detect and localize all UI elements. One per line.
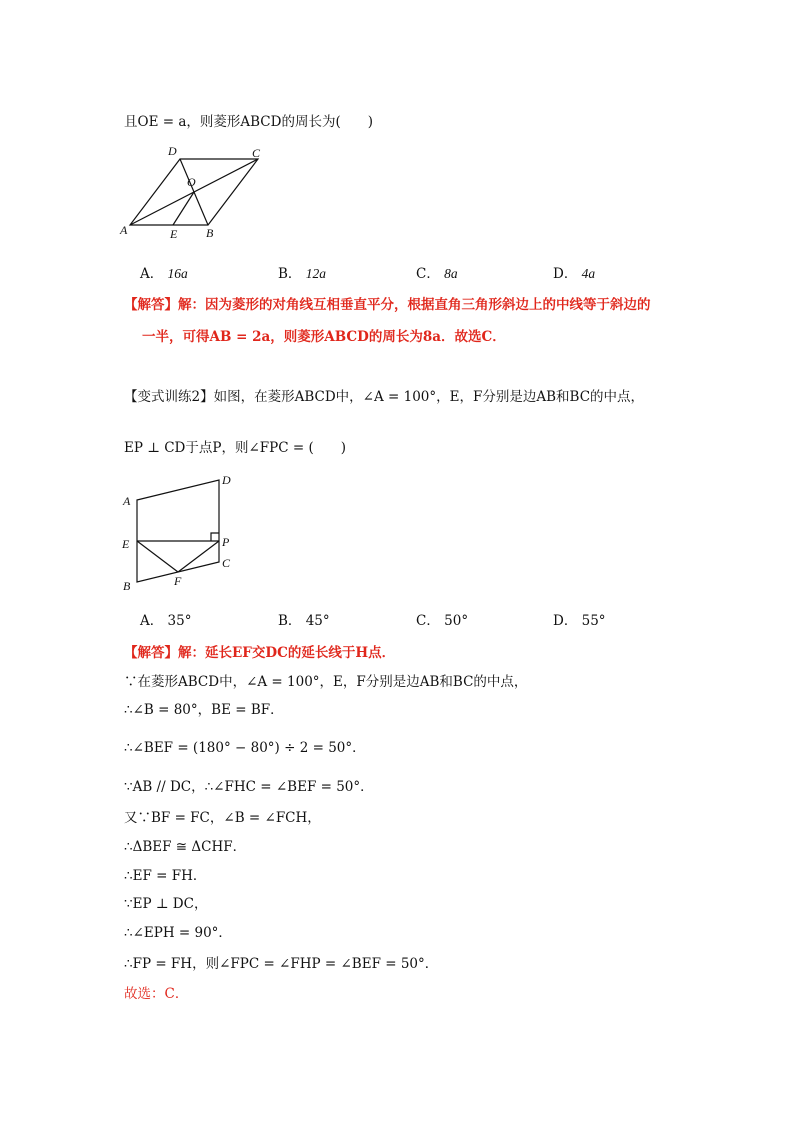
q1-option-c: C． 8a [416,266,458,282]
q1-option-d: D． 4a [553,266,596,282]
q2-solution-7: ∴EF = FH． [124,868,207,884]
rhombus-outline [137,480,219,582]
q1-stem: 且OE = a，则菱形ABCD的周长为( ) [124,114,373,130]
label-b: B [206,226,214,240]
q2-option-b: B． 45° [278,613,330,629]
q2-solution-8: ∵EP ⊥ DC， [124,896,208,912]
q2-solution-3: ∴∠BEF = (180° − 80°) ÷ 2 = 50°． [124,740,366,756]
q1-answer-line2: 一半，可得AB = 2a，则菱形ABCD的周长为8a．故选C． [142,329,506,345]
q2-option-a: A． 35° [140,613,192,629]
q2-solution-9: ∴∠EPH = 90°． [124,925,232,941]
q2-option-c: C． 50° [416,613,469,629]
segment-ef [137,541,178,572]
label-d: D [168,144,177,158]
q2-solution-10: ∴FP = FH，则∠FPC = ∠FHP = ∠BEF = 50°． [124,956,439,972]
q2-option-d: D． 55° [553,613,606,629]
label-b: B [123,579,131,593]
label-f: F [174,574,182,588]
q1-answer-line1: 【解答】解：因为菱形的对角线互相垂直平分，根据直角三角形斜边上的中线等于斜边的 [124,297,651,313]
label-a: A [123,494,131,508]
q2-solution-4: ∵AB // DC，∴∠FHC = ∠BEF = 50°． [124,779,374,795]
label-e: E [170,227,178,241]
q2-solution-0: 【解答】解：延长EF交DC的延长线于H点． [124,645,396,661]
q2-solution-5: 又∵BF = FC，∠B = ∠FCH， [124,810,321,826]
q2-stem-line1: 【变式训练2】如图，在菱形ABCD中，∠A = 100°，E，F分别是边AB和BC的中点， [124,389,645,405]
label-d: D [222,473,231,487]
q2-figure [118,470,248,600]
label-e: E [122,537,130,551]
q1-figure [118,143,278,243]
q2-solution-11: 故选：C． [124,986,189,1002]
q2-solution-2: ∴∠B = 80°，BE = BF． [124,702,284,718]
label-c: C [222,556,231,570]
q2-solution-1: ∵在菱形ABCD中，∠A = 100°，E，F分别是边AB和BC的中点， [124,674,528,690]
q2-stem-line2: EP ⊥ CD于点P，则∠FPC = ( ) [124,440,346,456]
label-c: C [252,146,261,160]
label-p: P [222,535,230,549]
q1-option-a: A． 16a [140,266,188,282]
label-a: A [120,223,128,237]
q2-solution-6: ∴ΔBEF ≅ ΔCHF． [124,839,247,855]
right-angle-mark [211,533,219,541]
label-o: O [187,175,196,189]
q1-option-b: B． 12a [278,266,326,282]
